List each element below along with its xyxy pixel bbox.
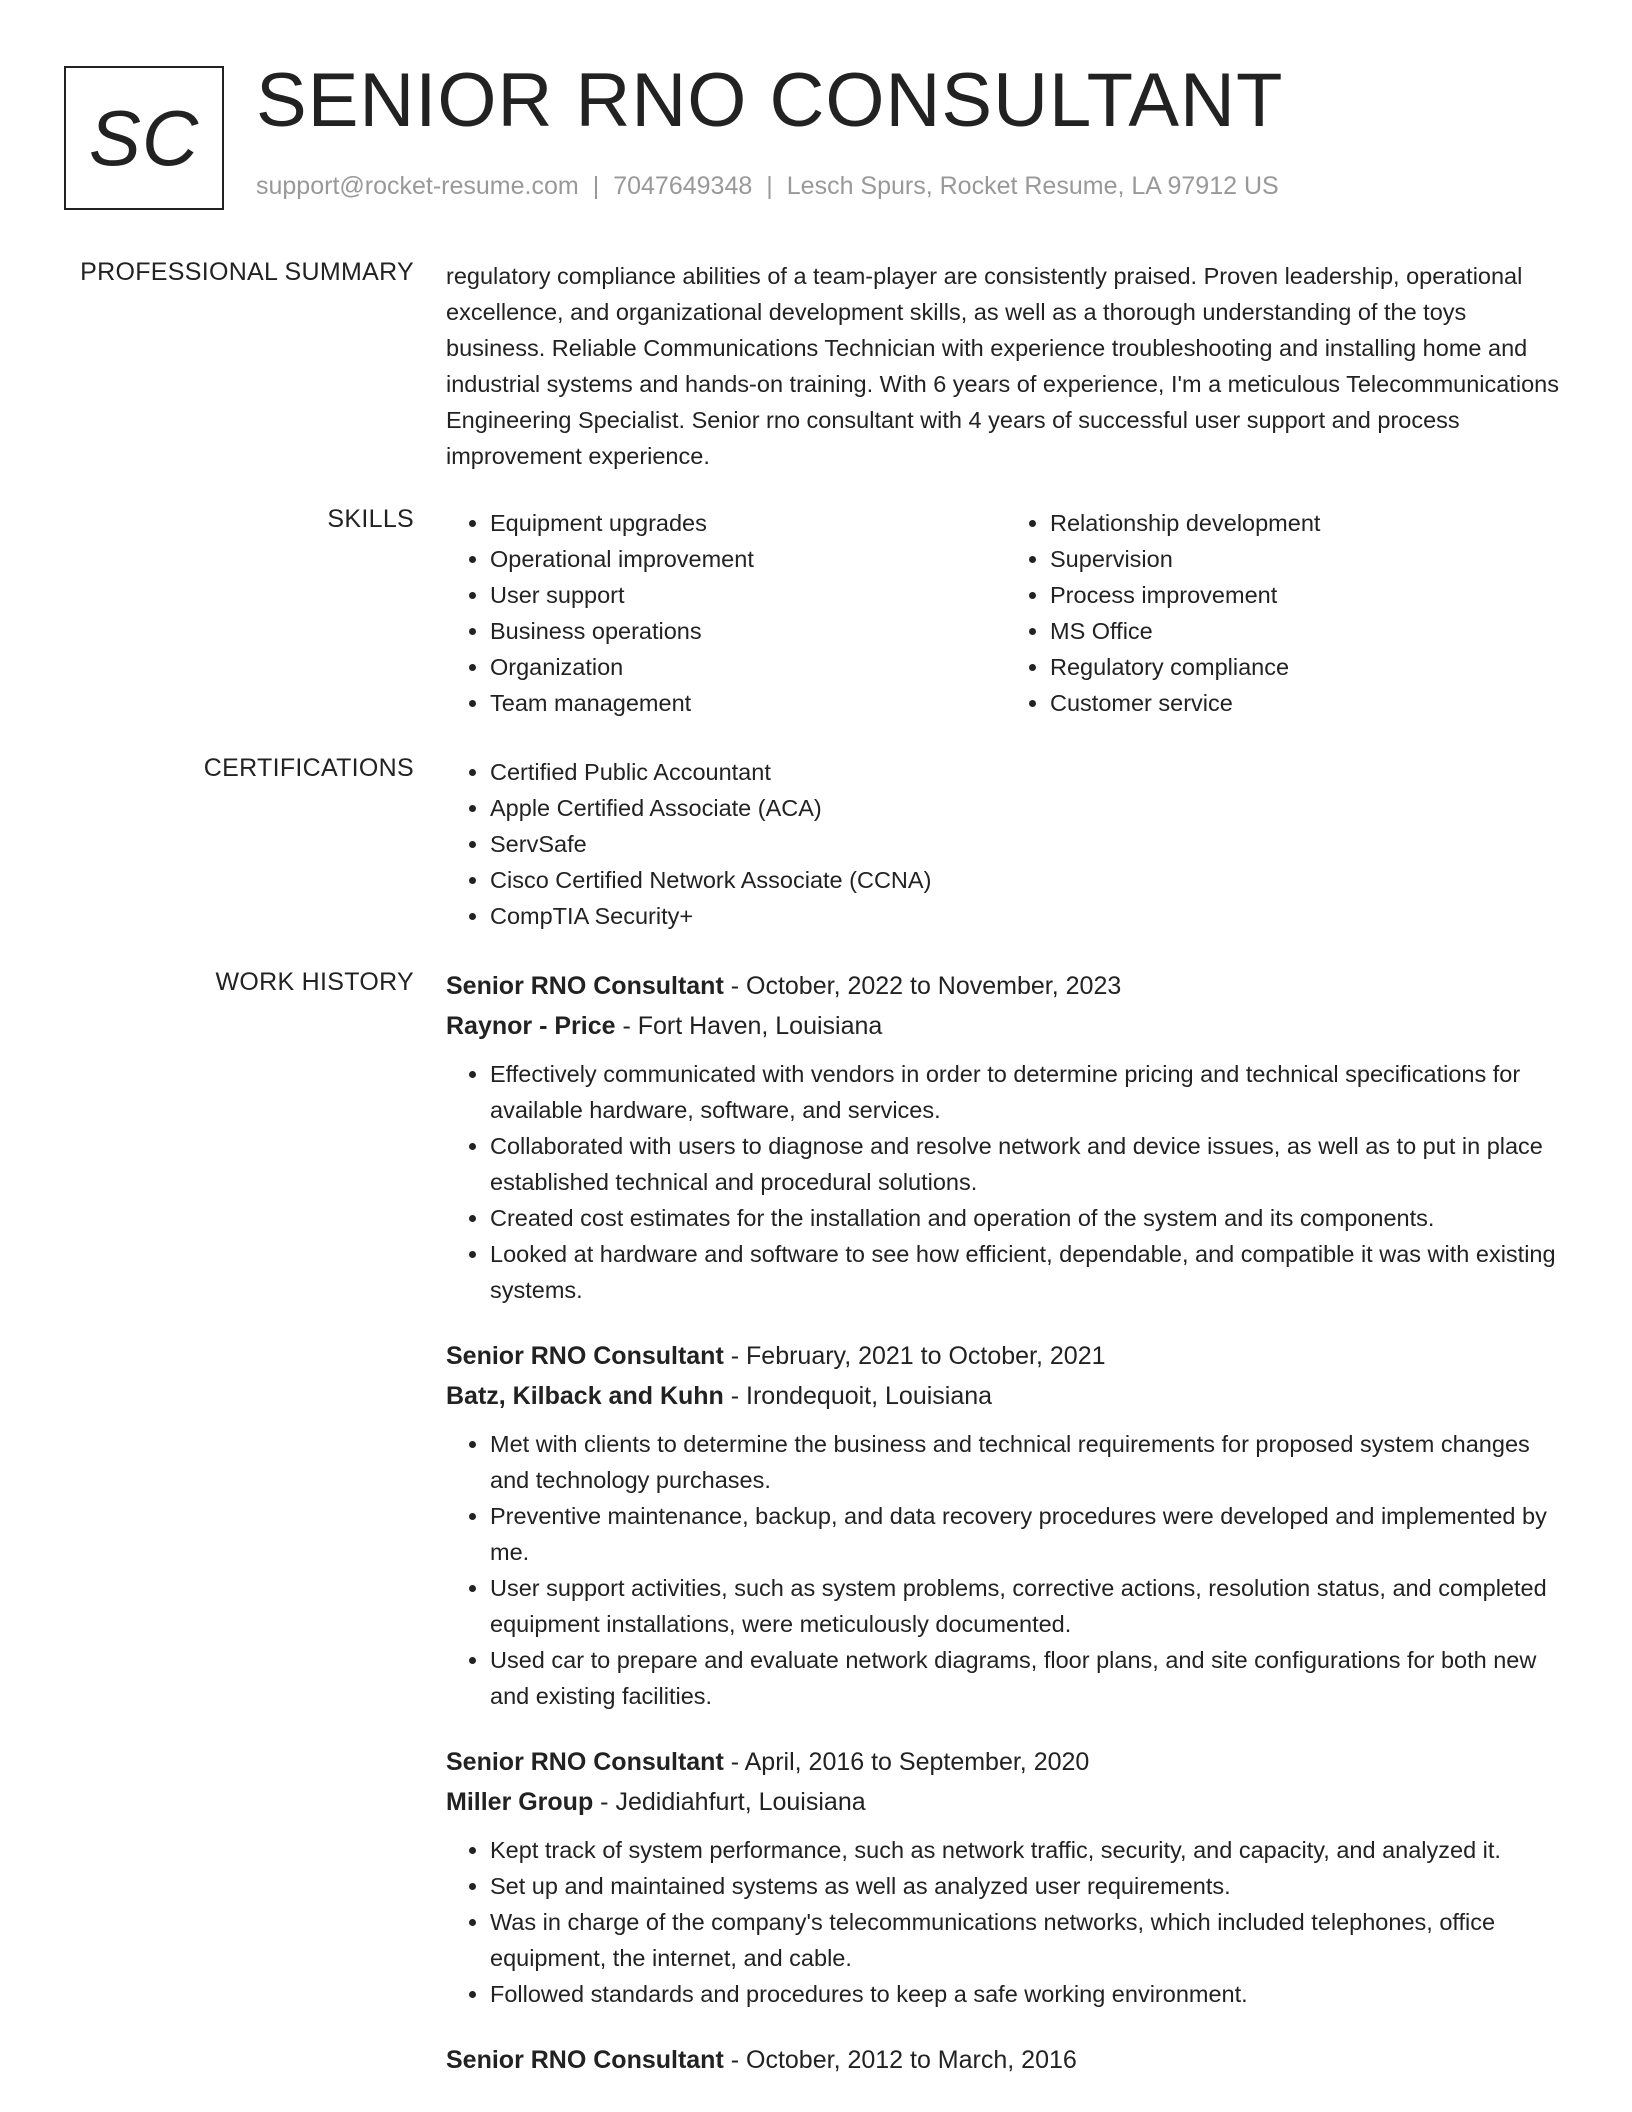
job-title: Senior RNO Consultant xyxy=(446,1748,724,1776)
monogram-box xyxy=(64,66,224,210)
skills-list-right xyxy=(1006,505,1566,721)
resume-name: SENIOR RNO CONSULTANT xyxy=(256,58,1284,143)
job-entry xyxy=(446,1336,1566,1714)
certification-item: • ServSafe xyxy=(490,826,1566,862)
job-bullet: • Was in charge of the company's telecommunications networks, which included telephones, office equipment, the internet, and cable. xyxy=(490,1904,1566,1976)
work-history-body xyxy=(446,966,1566,2108)
job-title: Senior RNO Consultant xyxy=(446,972,724,1000)
job-dates: - February, 2021 to October, 2021 xyxy=(723,1342,1106,1370)
skill-item: • Process improvement xyxy=(1050,577,1566,613)
job-entry xyxy=(446,966,1566,1308)
job-company: Raynor - Price xyxy=(446,1012,616,1040)
job-bullet: • Looked at hardware and software to see how efficient, dependable, and compatible it was with existing systems. xyxy=(490,1236,1566,1308)
section-label-work-history: WORK HISTORY xyxy=(215,968,414,996)
skill-item: • Team management xyxy=(490,685,1006,721)
summary-text: regulatory compliance abilities of a team-player are consistently praised. Proven leadership, operational excellence, and organizational development skills, as well as a thorough understanding of the toys business. Reliable Communications Technician with experience troubleshooting and installing home and industrial systems and hands-on training. With 6 years of experience, I'm a meticulous Telecommunications Engineering Specialist. Senior rno consultant with 4 years of successful user support and process improvement experience. xyxy=(446,263,1559,469)
job-title-line xyxy=(446,966,1566,1006)
job-company-line xyxy=(446,1376,1566,1416)
certification-item: • Cisco Certified Network Associate (CCNA) xyxy=(490,862,1566,898)
job-bullets xyxy=(446,1056,1566,1308)
job-location: - Irondequoit, Louisiana xyxy=(723,1382,993,1410)
job-bullet: • Collaborated with users to diagnose and resolve network and device issues, as well as to put in place established technical and procedural solutions. xyxy=(490,1128,1566,1200)
job-dates: - October, 2022 to November, 2023 xyxy=(723,972,1122,1000)
job-bullet: • Effectively communicated with vendors in order to determine pricing and technical specifications for available hardware, software, and services. xyxy=(490,1056,1566,1128)
job-title-line xyxy=(446,1742,1566,1782)
certifications-list xyxy=(446,754,1566,934)
skill-item: • Supervision xyxy=(1050,541,1566,577)
section-label-skills: SKILLS xyxy=(327,505,414,533)
contact-email[interactable]: support@rocket-resume.com xyxy=(256,172,579,200)
skill-item: • Operational improvement xyxy=(490,541,1006,577)
job-company-line xyxy=(446,1782,1566,1822)
job-bullet: • User support activities, such as system problems, corrective actions, resolution status, and completed equipment installations, were meticulously documented. xyxy=(490,1570,1566,1642)
job-title-line xyxy=(446,2040,1566,2080)
monogram-initials: SC xyxy=(88,93,200,182)
job-title: Senior RNO Consultant xyxy=(446,1342,724,1370)
skill-item: • Organization xyxy=(490,649,1006,685)
job-bullet: • Preventive maintenance, backup, and data recovery procedures were developed and implemented by me. xyxy=(490,1498,1566,1570)
contact-address: Lesch Spurs, Rocket Resume, LA 97912 US xyxy=(786,172,1279,200)
contact-separator: | xyxy=(592,172,600,200)
job-location: - Fort Haven, Louisiana xyxy=(615,1012,883,1040)
section-label-certifications: CERTIFICATIONS xyxy=(203,754,414,782)
job-bullet: • Used car to prepare and evaluate network diagrams, floor plans, and site configurations for both new and existing facilities. xyxy=(490,1642,1566,1714)
job-company-line xyxy=(446,1006,1566,1046)
job-dates: - October, 2012 to March, 2016 xyxy=(723,2046,1077,2074)
job-bullet: • Followed standards and procedures to keep a safe working environment. xyxy=(490,1976,1566,2012)
job-bullets xyxy=(446,1832,1566,2012)
job-bullets xyxy=(446,1426,1566,1714)
skill-item: • MS Office xyxy=(1050,613,1566,649)
certification-item: • CompTIA Security+ xyxy=(490,898,1566,934)
job-dates: - April, 2016 to September, 2020 xyxy=(723,1748,1090,1776)
job-bullet: • Created cost estimates for the installation and operation of the system and its components. xyxy=(490,1200,1566,1236)
skill-item: • Regulatory compliance xyxy=(1050,649,1566,685)
contact-separator: | xyxy=(766,172,773,200)
job-title: Senior RNO Consultant xyxy=(446,2046,724,2074)
job-bullet: • Met with clients to determine the business and technical requirements for proposed system changes and technology purchases. xyxy=(490,1426,1566,1498)
skill-item: • Equipment upgrades xyxy=(490,505,1006,541)
contact-line xyxy=(256,172,1279,201)
contact-phone[interactable]: 7047649348 xyxy=(613,172,753,200)
job-company: Batz, Kilback and Kuhn xyxy=(446,1382,724,1410)
certification-item: • Apple Certified Associate (ACA) xyxy=(490,790,1566,826)
skill-item: • Relationship development xyxy=(1050,505,1566,541)
certification-item: • Certified Public Accountant xyxy=(490,754,1566,790)
skill-item: • User support xyxy=(490,577,1006,613)
skills-list-left xyxy=(446,505,1006,721)
job-entry xyxy=(446,2040,1566,2080)
job-location: - Jedidiahfurt, Louisiana xyxy=(593,1788,866,1816)
job-bullet: • Set up and maintained systems as well as analyzed user requirements. xyxy=(490,1868,1566,1904)
job-bullet: • Kept track of system performance, such as network traffic, security, and capacity, and analyzed it. xyxy=(490,1832,1566,1868)
job-entry xyxy=(446,1742,1566,2012)
job-title-line xyxy=(446,1336,1566,1376)
skill-item: • Customer service xyxy=(1050,685,1566,721)
skill-item: • Business operations xyxy=(490,613,1006,649)
certifications-body xyxy=(446,754,1566,934)
job-company: Miller Group xyxy=(446,1788,594,1816)
section-label-summary: PROFESSIONAL SUMMARY xyxy=(80,258,414,286)
skills-columns xyxy=(446,505,1566,721)
